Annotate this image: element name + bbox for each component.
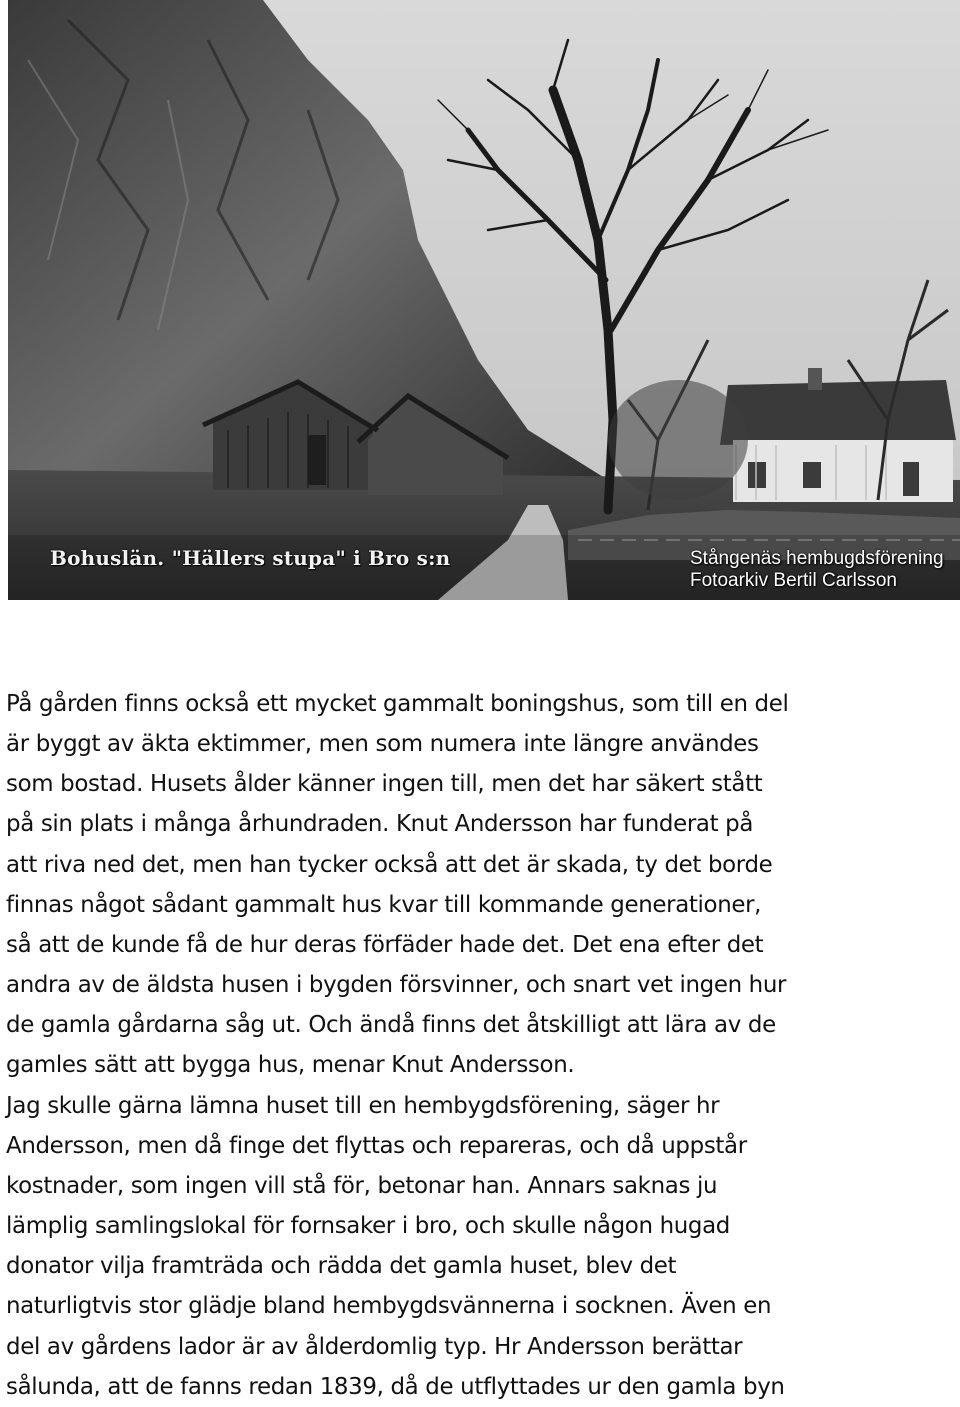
article-line: gamles sätt att bygga hus, menar Knut Andersson. (6, 1052, 575, 1079)
article-body (6, 684, 956, 1407)
article-line: Andersson, men då finge det flyttas och repareras, och då uppstår (6, 1132, 747, 1159)
photo-credit-society: Stångenäs hembugdsförening (690, 548, 944, 569)
historic-photograph (8, 0, 960, 600)
article-line: andra av de äldsta husen i bygden försvinner, och snart vet ingen hur (6, 972, 787, 999)
article-line: att riva ned det, men han tycker också att det är skada, ty det borde (6, 851, 773, 878)
article-line: finnas något sådant gammalt hus kvar till kommande generationer, (6, 891, 762, 918)
article-line: de gamla gårdarna såg ut. Och ändå finns det åtskilligt att lära av de (6, 1012, 776, 1039)
article-line: del av gårdens lador är av ålderdomlig typ. Hr Andersson berättar (6, 1333, 743, 1360)
article-line: lämplig samlingslokal för fornsaker i bro, och skulle någon hugad (6, 1213, 730, 1240)
article-line: På gården finns också ett mycket gammalt boningshus, som till en del (6, 691, 789, 717)
white-farmhouse (720, 368, 956, 502)
photo-credit (690, 548, 944, 592)
article-line: sålunda, att de fanns redan 1839, då de utflyttades ur den gamla byn (6, 1373, 785, 1400)
photo-caption: Bohuslän. "Hällers stupa" i Bro s:n (50, 546, 451, 570)
article-line: som bostad. Husets ålder känner ingen till, men det har säkert stått (6, 771, 763, 798)
article-line: naturligtvis stor glädje bland hembygdsvännerna i socknen. Även en (6, 1293, 772, 1320)
photo-credit-archive: Fotoarkiv Bertil Carlsson (690, 570, 897, 591)
article-line: Jag skulle gärna lämna huset till en hembygdsförening, säger hr (6, 1092, 720, 1119)
article-line: så att de kunde få de hur deras förfäder hade det. Det ena efter det (6, 931, 764, 958)
article-line: kostnader, som ingen vill stå för, betonar han. Annars saknas ju (6, 1172, 718, 1199)
article-line: på sin plats i många århundraden. Knut Andersson har funderat på (6, 811, 754, 838)
article-line: är byggt av äkta ektimmer, men som numera inte längre användes (6, 731, 759, 758)
article-line: donator vilja framträda och rädda det gamla huset, blev det (6, 1253, 677, 1280)
